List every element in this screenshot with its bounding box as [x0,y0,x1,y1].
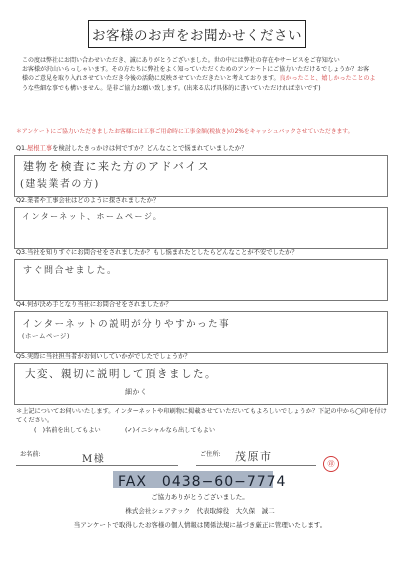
question-5-answer-note: 細かく [125,388,148,396]
address-underline [196,465,316,466]
question-1-highlight: 屋根工事 [26,145,53,152]
intro-text [16,56,388,93]
intro-line: この度は弊社にお問い合わせいただき、誠にありがとうございました。世の中には弊社の存在やサービスをご存知ない [22,57,340,64]
address-value[interactable]: 茂原市 [235,450,273,463]
consent-option-initial[interactable]: (✓)イニシャルなら出してもよい [125,427,216,434]
question-1-answer-note: (建装業者の方) [20,179,100,190]
question-1-answer: 建物を検査に来た方のアドバイス [23,160,211,173]
fax-number: FAX 0438−60−7774 [118,474,287,490]
question-4-answer-note: (ホームページ) [22,332,70,340]
intro-line: 様のご意見を取り入れさせていただき今後の活動に反映させていただきたいと考えております。良かったこと、嬉しかったことのよ [22,75,376,83]
seal-stamp: ㊞ [323,456,339,472]
page-title: お客様のお声をお聞かせください [88,20,306,48]
question-3-label: Q3.当社を知りすぐにお問合せをされましたか？もし悩まれたとしたらどんなことが不安でしたか？ [16,249,298,256]
intro-line: うな些細な事でも構いません。是非ご協力お願い致します。(出来る広げ具体的に書いていただければ幸いです) [22,84,321,92]
question-2-label: Q2.業者や工事会社はどのように探されましたか？ [16,197,160,204]
question-2-answer-box[interactable] [14,207,388,249]
name-label: お名前: [20,451,41,458]
footer-company: 株式会社シェアテック 代表取締役 大久保 誠二 [125,507,275,515]
question-4-answer-box[interactable] [14,311,388,353]
question-5-answer: 大変、親切に説明して頂きました。 [25,368,217,380]
name-underline [16,465,178,466]
question-3-answer-box[interactable] [14,259,388,301]
question-5-label: Q5.実際に当社担当者がお伺いしていかがでしたでしょうか？ [16,353,191,360]
name-value[interactable]: M様 [82,454,106,465]
intro-highlight: 良かったこと、嬉しかったことのよ [279,75,376,83]
intro-line: お客様が沢山いらっしゃいます。その方たちに弊社をよく知っていただくためのアンケートにご協力いただけるでしょうか？お客 [22,66,370,74]
question-4-answer: インターネットの説明が分りやすかった事 [22,319,231,330]
cashback-note: ＊アンケートにご協力いただきましたお客様には工事ご用命時に工事金額(税抜き)の2%をキャッシュバックさせていただきます。 [16,129,354,135]
footer-thanks: ご協力ありがとうございました。 [151,493,249,501]
question-2-answer: インターネット、ホームページ。 [22,212,163,221]
address-label: ご住所: [200,451,221,458]
question-4-label: Q4.何が決め手となり当社にお問合せをされましたか？ [16,301,172,308]
question-5-answer-box[interactable] [14,363,388,405]
question-1-answer-box[interactable] [14,155,388,197]
consent-question: ＊上記についてお伺いいたします。インターネットや印刷物に掲載させていただいてもよろしいでしょうか？下記の中から◯印を付けてください。 [16,408,387,424]
consent-option-name[interactable]: ( )名前を出してもよい [34,427,101,434]
question-3-answer: すぐ問合せました。 [23,266,118,276]
footer-privacy: 当アンケートで取得したお客様の個人情報は関係法規に基づき厳正に管理いたします。 [73,521,327,529]
question-1-label: Q1.屋根工事を検討したきっかけは何ですか？どんなことで悩まれていましたか？ [16,145,248,152]
